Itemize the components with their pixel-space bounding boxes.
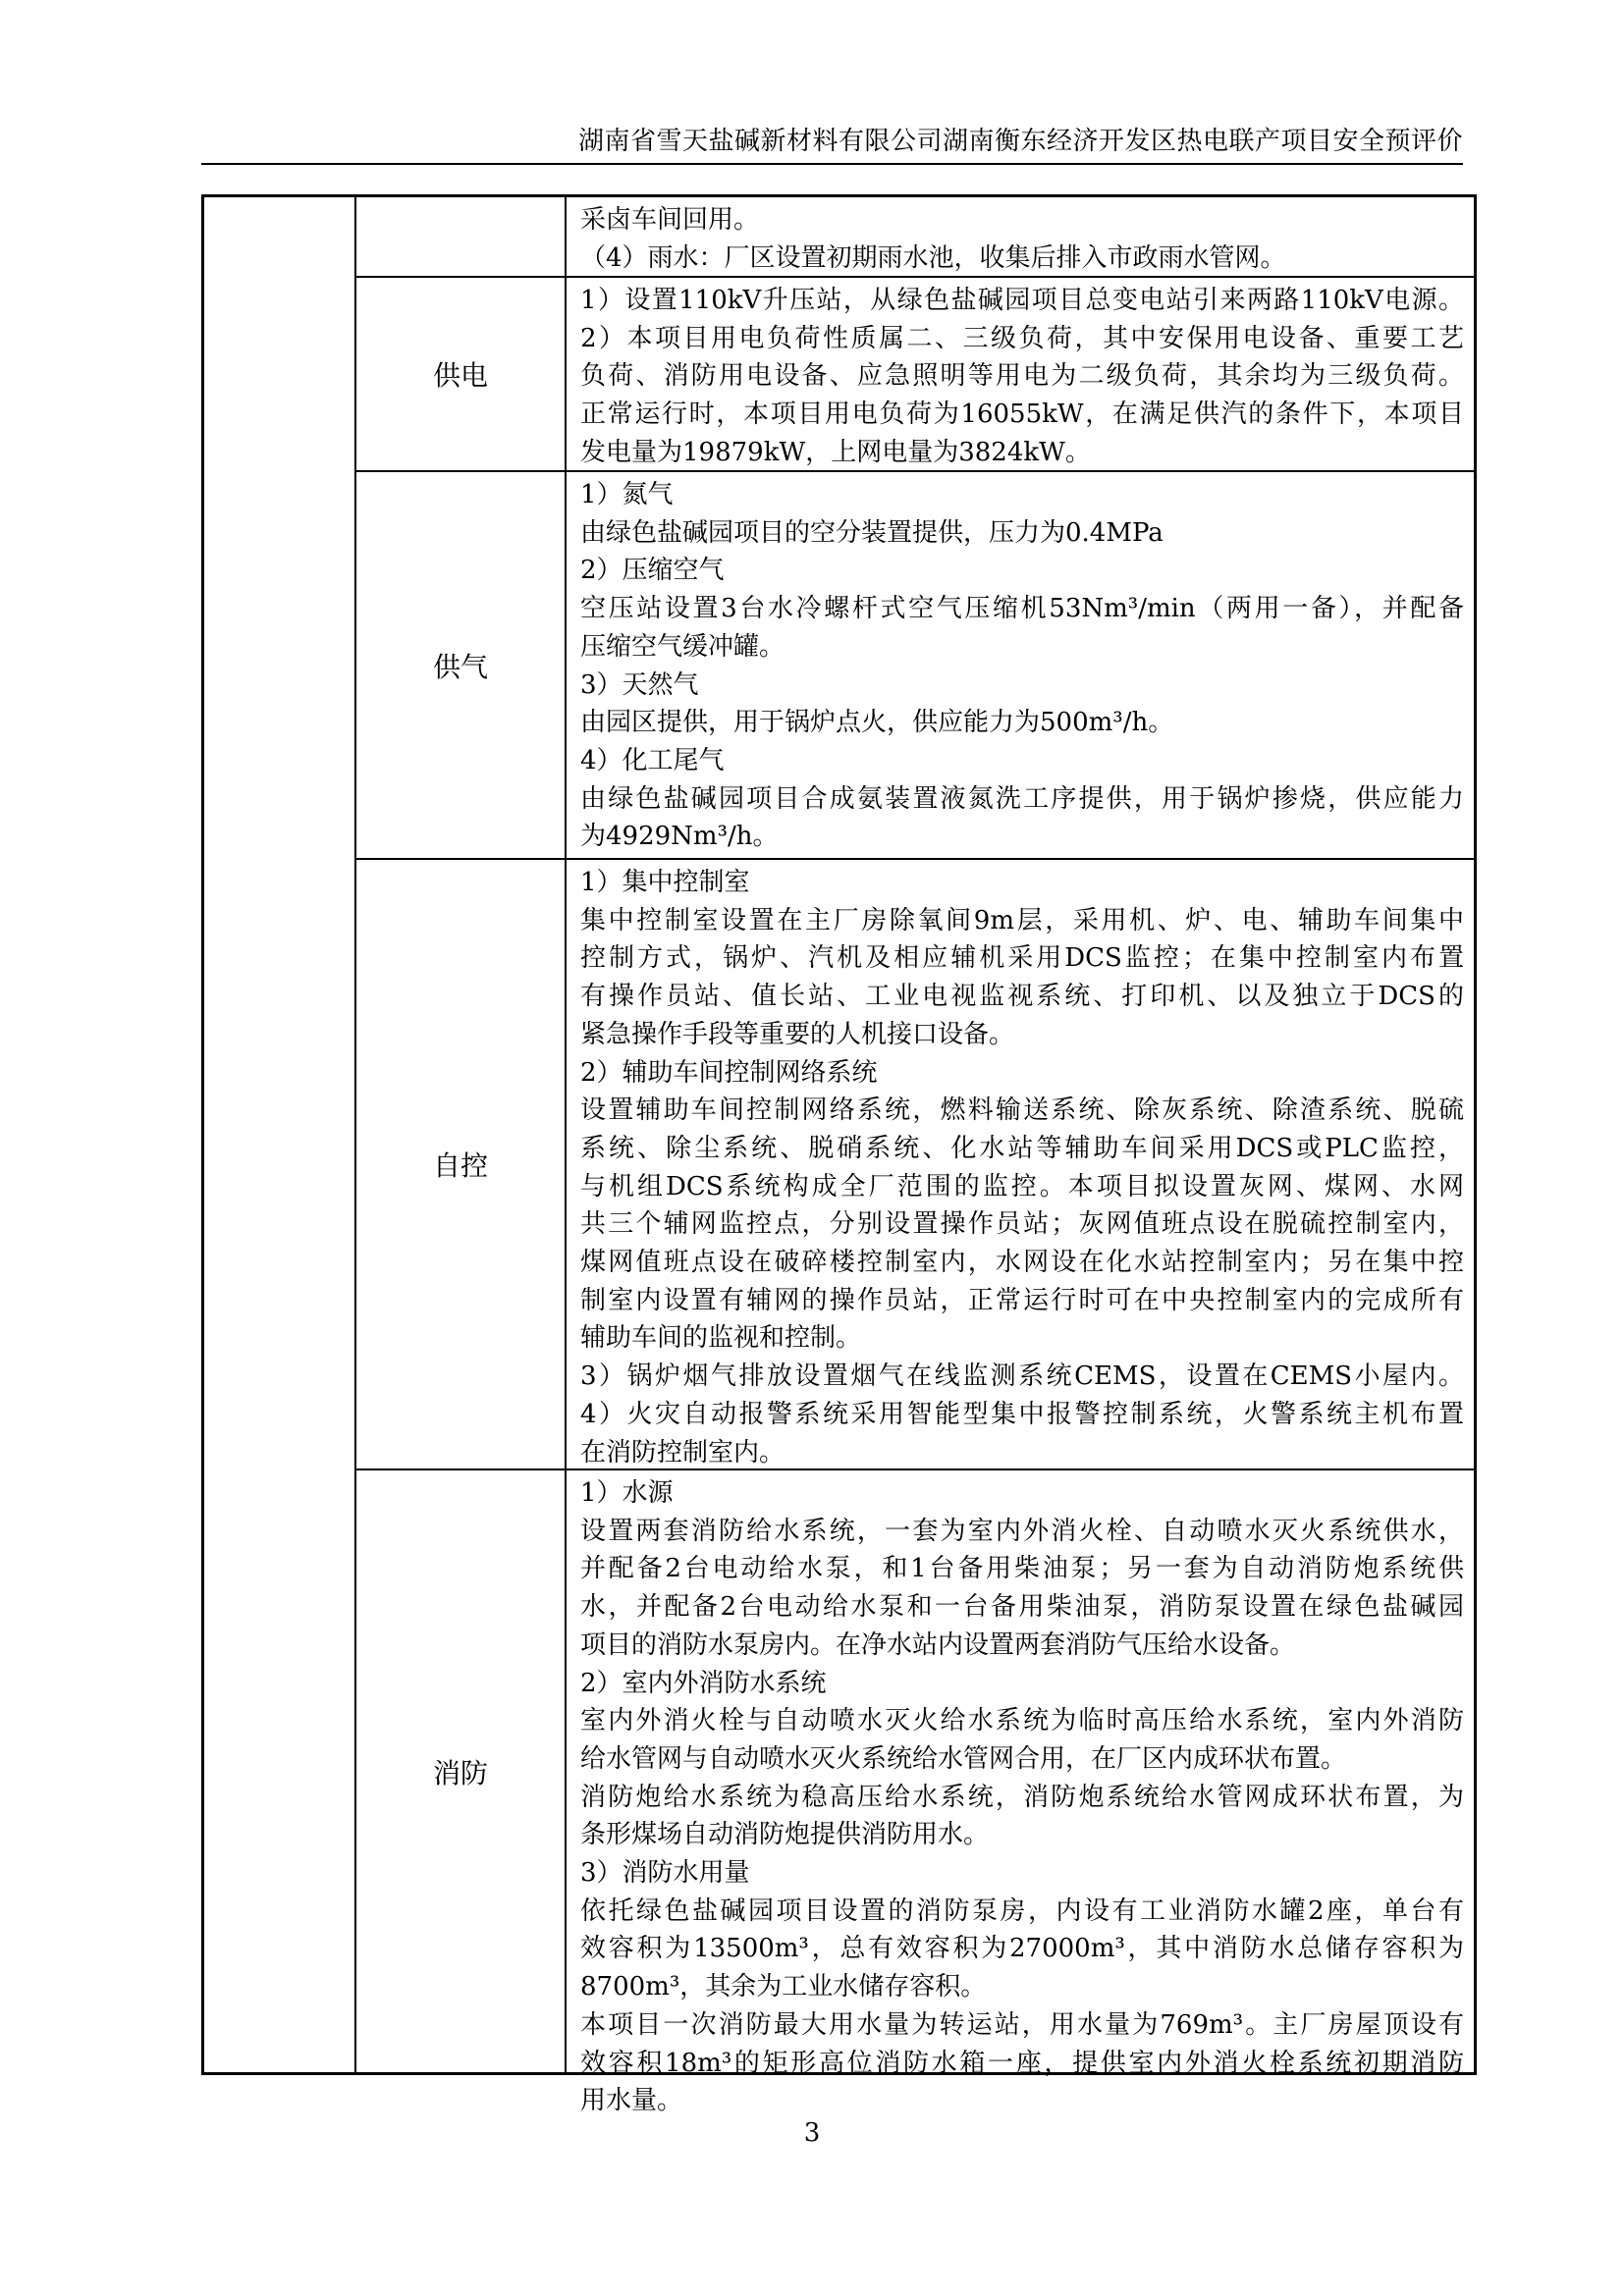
content-line: 集中控制室设置在主厂房除氧间9m层，采用机、炉、电、辅助车间集中 [580, 905, 1464, 935]
content-line: 与机组DCS系统构成全厂范围的监控。本项目拟设置灰网、煤网、水网 [580, 1171, 1464, 1201]
content-line: 设置两套消防给水系统，一套为室内外消火栓、自动喷水灭火系统供水， [580, 1516, 1464, 1546]
content-line: 2）压缩空气 [580, 556, 725, 586]
content-line: 3）消防水用量 [580, 1858, 750, 1889]
table-row-drainage [356, 197, 1474, 278]
content-line: 1）设置110kV升压站，从绿色盐碱园项目总变电站引来两路110kV电源。 [580, 286, 1464, 315]
content-line: 条形煤场自动消防炮提供消防用水。 [580, 1820, 990, 1850]
table-row-power-supply [356, 278, 1474, 472]
content-line: 2）室内外消防水系统 [580, 1668, 827, 1698]
running-header: 湖南省雪天盐碱新材料有限公司湖南衡东经济开发区热电联产项目安全预评价 [577, 127, 1463, 156]
table-row-gas-supply [356, 472, 1474, 860]
content-line: 控制方式，锅炉、汽机及相应辅机采用DCS监控；在集中控制室内布置 [580, 943, 1464, 974]
content-line: 用水量。 [580, 2086, 683, 2116]
content-line: 采卤车间回用。 [580, 205, 760, 235]
content-line: 由园区提供，用于锅炉点火，供应能力为500m³/h。 [580, 708, 1174, 738]
row-content [567, 860, 1474, 1468]
content-line: 正常运行时，本项目用电负荷为16055kW，在满足供汽的条件下，本项目 [580, 400, 1464, 430]
content-line: 水，并配备2台电动给水泵和一台备用柴油泵，消防泵设置在绿色盐碱园 [580, 1592, 1464, 1623]
table-first-column [204, 197, 356, 2072]
row-content [567, 197, 1474, 276]
content-line: 共三个辅网监控点，分别设置操作员站；灰网值班点设在脱硫控制室内， [580, 1209, 1464, 1240]
row-category: 消防 [356, 1470, 567, 2072]
content-line: 4）火灾自动报警系统采用智能型集中报警控制系统，火警系统主机布置 [580, 1399, 1464, 1429]
content-line: 在消防控制室内。 [580, 1437, 785, 1468]
content-line: 4）化工尾气 [580, 745, 725, 775]
table-row-auto-control [356, 860, 1474, 1470]
row-content [567, 472, 1474, 858]
facility-table [201, 194, 1477, 2116]
content-line: 8700m³，其余为工业水储存容积。 [580, 1972, 987, 2002]
content-line: 压缩空气缓冲罐。 [580, 631, 785, 662]
content-line: 给水管网与自动喷水灭火系统给水管网合用，在厂区内成环状布置。 [580, 1743, 1347, 1774]
content-line: 发电量为19879kW，上网电量为3824kW。 [580, 437, 1091, 467]
content-line: 依托绿色盐碱园项目设置的消防泵房，内设有工业消防水罐2座，单台有 [580, 1896, 1464, 1926]
content-line: 负荷、消防用电设备、应急照明等用电为二级负荷，其余均为三级负荷。 [580, 361, 1464, 392]
row-category: 供电 [356, 278, 567, 470]
content-line: 2）本项目用电负荷性质属二、三级负荷，其中安保用电设备、重要工艺 [580, 323, 1464, 353]
row-content [567, 278, 1474, 470]
page-number: 3 [803, 2118, 821, 2148]
content-line: 系统、除尘系统、脱硝系统、化水站等辅助车间采用DCS或PLC监控， [580, 1133, 1464, 1163]
table-row-fire-protection [356, 1470, 1474, 2116]
content-line: 由绿色盐碱园项目的空分装置提供，压力为0.4MPa [580, 517, 1164, 548]
row-category: 自控 [356, 860, 567, 1468]
content-line: 制室内设置有辅网的操作员站，正常运行时可在中央控制室内的完成所有 [580, 1285, 1464, 1315]
content-line: 室内外消火栓与自动喷水灭火给水系统为临时高压给水系统，室内外消防 [580, 1706, 1464, 1736]
content-line: 项目的消防水泵房内。在净水站内设置两套消防气压给水设备。 [580, 1629, 1296, 1660]
content-line: 效容积18m³的矩形高位消防水箱一座，提供室内外消火栓系统初期消防 [580, 2048, 1464, 2078]
content-line: 为4929Nm³/h。 [580, 822, 779, 852]
row-category: 供气 [356, 472, 567, 858]
content-line: 煤网值班点设在破碎楼控制室内，水网设在化水站控制室内；另在集中控 [580, 1248, 1464, 1278]
content-line: 1）氮气 [580, 480, 674, 509]
header-rule [201, 163, 1463, 165]
content-line: 3）锅炉烟气排放设置烟气在线监测系统CEMS，设置在CEMS小屋内。 [580, 1362, 1464, 1392]
row-content [567, 1470, 1474, 2116]
content-line: （4）雨水：厂区设置初期雨水池，收集后排入市政雨水管网。 [580, 242, 1286, 273]
row-category [356, 197, 567, 276]
content-line: 设置辅助车间控制网络系统，燃料输送系统、除灰系统、除渣系统、脱硫 [580, 1095, 1464, 1126]
content-line: 有操作员站、值长站、工业电视监视系统、打印机、以及独立于DCS的 [580, 982, 1464, 1012]
content-line: 由绿色盐碱园项目合成氨装置液氮洗工序提供，用于锅炉掺烧，供应能力 [580, 783, 1464, 814]
content-line: 并配备2台电动给水泵，和1台备用柴油泵；另一套为自动消防炮系统供 [580, 1554, 1464, 1584]
content-line: 效容积为13500m³，总有效容积为27000m³，其中消防水总储存容积为 [580, 1934, 1464, 1964]
content-line: 3）天然气 [580, 669, 699, 700]
content-line: 本项目一次消防最大用水量为转运站，用水量为769m³。主厂房屋顶设有 [580, 2009, 1464, 2040]
content-line: 空压站设置3台水冷螺杆式空气压缩机53Nm³/min（两用一备），并配备 [580, 594, 1464, 624]
content-line: 辅助车间的监视和控制。 [580, 1323, 862, 1354]
content-line: 1）水源 [580, 1478, 674, 1508]
content-line: 1）集中控制室 [580, 868, 750, 897]
content-line: 2）辅助车间控制网络系统 [580, 1057, 878, 1088]
content-line: 紧急操作手段等重要的人机接口设备。 [580, 1019, 1015, 1049]
content-line: 消防炮给水系统为稳高压给水系统，消防炮系统给水管网成环状布置，为 [580, 1782, 1464, 1812]
